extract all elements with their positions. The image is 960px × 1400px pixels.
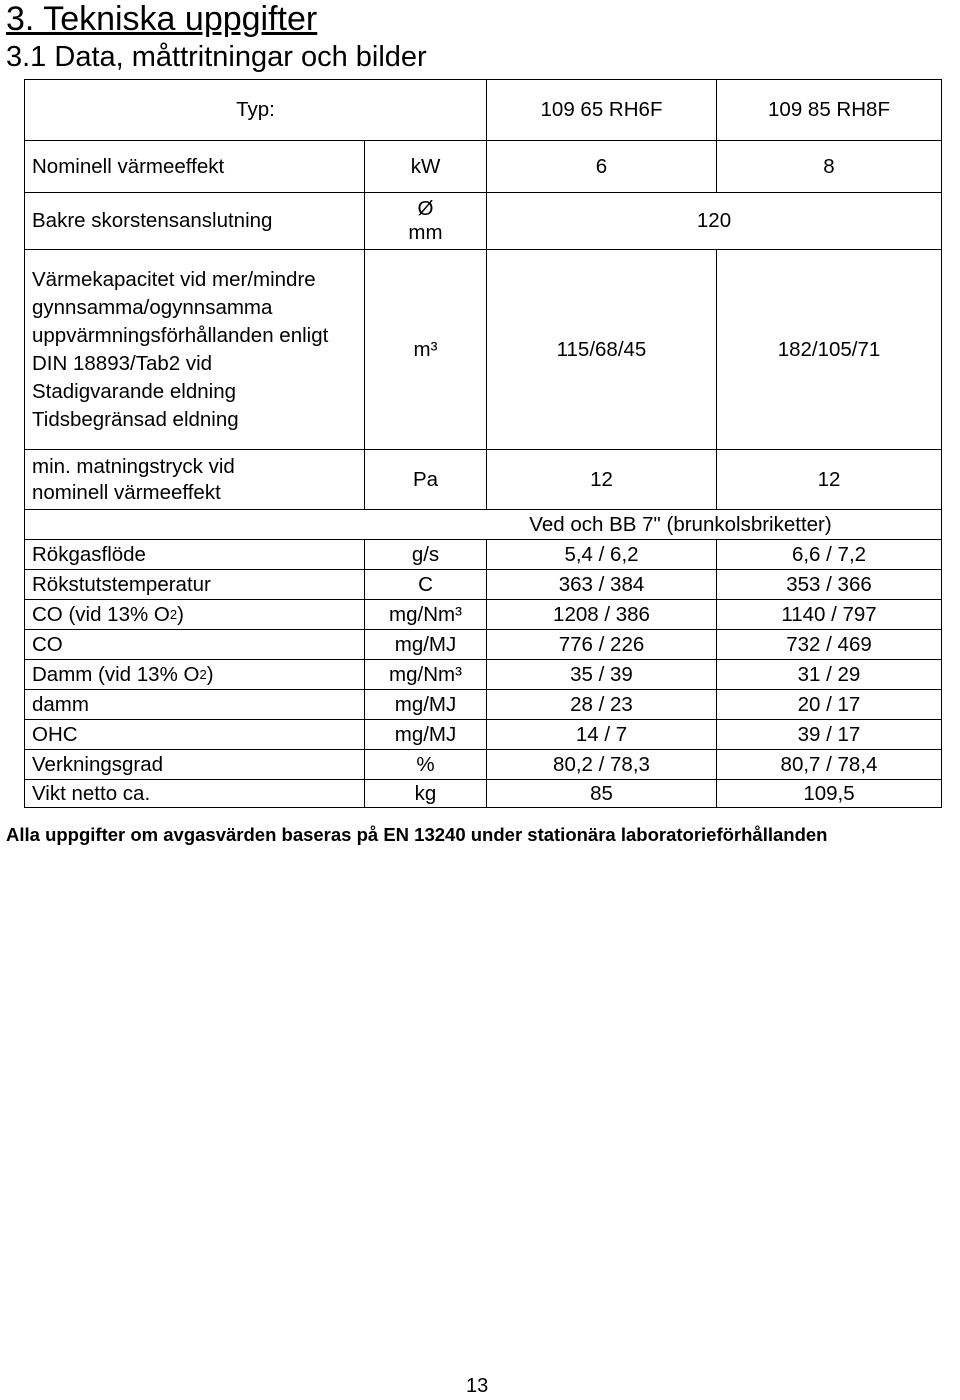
row-value-1: 5,4 / 6,2 bbox=[486, 540, 716, 570]
label-text: Damm (vid 13% O bbox=[32, 662, 200, 686]
row-label bbox=[24, 720, 364, 750]
typ-label: Typ: bbox=[24, 79, 486, 141]
row-value-1: 776 / 226 bbox=[486, 630, 716, 660]
row-label bbox=[24, 630, 364, 660]
row-value-1: 80,2 / 78,3 bbox=[486, 750, 716, 780]
row-unit bbox=[364, 193, 486, 250]
row-value-1: 35 / 39 bbox=[486, 660, 716, 690]
row-value-2: 182/105/71 bbox=[716, 250, 942, 450]
subsection-heading: 3.1 Data, måttritningar och bilder bbox=[6, 41, 427, 73]
page-number: 13 bbox=[466, 1375, 489, 1397]
model-2-header: 109 85 RH8F bbox=[716, 79, 942, 141]
row-unit: C bbox=[364, 570, 486, 600]
empty-cell bbox=[24, 510, 364, 540]
row-label bbox=[24, 750, 364, 780]
row-unit: m³ bbox=[364, 250, 486, 450]
row-unit: mg/MJ bbox=[364, 720, 486, 750]
row-value-2: 8 bbox=[716, 141, 942, 193]
row-label: Bakre skorstensanslutning bbox=[24, 193, 364, 250]
row-unit: mg/Nm³ bbox=[364, 660, 486, 690]
row-label bbox=[24, 570, 364, 600]
row-label: min. matningstryck vid nominell värmeeffekt bbox=[24, 450, 364, 510]
row-label bbox=[24, 690, 364, 720]
label-text: damm bbox=[32, 692, 89, 716]
unit-mm: mm bbox=[408, 221, 443, 244]
row-value-merged: 120 bbox=[486, 193, 942, 250]
row-label: Värmekapacitet vid mer/mindre gynnsamma/ogynnsamma uppvärmningsförhållanden enligt DIN 18893/Tab2 vid Stadigvarande eldning Tidsbegränsad eldning bbox=[24, 250, 364, 450]
row-value-1: 115/68/45 bbox=[486, 250, 716, 450]
row-value-2: 353 / 366 bbox=[716, 570, 942, 600]
row-label bbox=[24, 540, 364, 570]
label-text: Verkningsgrad bbox=[32, 752, 164, 776]
label-text: CO (vid 13% O bbox=[32, 602, 170, 626]
row-label bbox=[24, 780, 364, 808]
row-value-2: 109,5 bbox=[716, 780, 942, 808]
row-unit: kg bbox=[364, 780, 486, 808]
row-unit: Pa bbox=[364, 450, 486, 510]
section-heading: 3. Tekniska uppgifter bbox=[6, 0, 318, 38]
diameter-symbol: Ø bbox=[417, 197, 434, 220]
row-unit: g/s bbox=[364, 540, 486, 570]
row-unit: mg/MJ bbox=[364, 690, 486, 720]
row-unit: % bbox=[364, 750, 486, 780]
label-text-end: ) bbox=[206, 662, 214, 686]
row-value-1: 85 bbox=[486, 780, 716, 808]
row-value-1: 28 / 23 bbox=[486, 690, 716, 720]
row-value-2: 732 / 469 bbox=[716, 630, 942, 660]
row-value-2: 1140 / 797 bbox=[716, 600, 942, 630]
row-value-2: 31 / 29 bbox=[716, 660, 942, 690]
row-unit: mg/Nm³ bbox=[364, 600, 486, 630]
row-value-2: 39 / 17 bbox=[716, 720, 942, 750]
label-text-end: ) bbox=[177, 602, 184, 626]
footnote: Alla uppgifter om avgasvärden baseras på EN 13240 under stationära laboratorieförhållanden bbox=[6, 824, 828, 845]
row-value-1: 1208 / 386 bbox=[486, 600, 716, 630]
label-text: CO bbox=[32, 632, 63, 656]
row-unit: mg/MJ bbox=[364, 630, 486, 660]
model-1-header: 109 65 RH6F bbox=[486, 79, 716, 141]
row-value-2: 80,7 / 78,4 bbox=[716, 750, 942, 780]
row-label: Damm (vid 13% O 2 ) bbox=[24, 660, 364, 690]
row-value-2: 6,6 / 7,2 bbox=[716, 540, 942, 570]
fuel-header: Ved och BB 7" (brunkolsbriketter) bbox=[364, 510, 942, 540]
label-text: Rökstutstemperatur bbox=[32, 572, 211, 596]
row-value-1: 12 bbox=[486, 450, 716, 510]
row-label: Nominell värmeeffekt bbox=[24, 141, 364, 193]
row-value-1: 363 / 384 bbox=[486, 570, 716, 600]
label-text: Vikt netto ca. bbox=[32, 781, 151, 805]
row-unit: kW bbox=[364, 141, 486, 193]
row-value-2: 12 bbox=[716, 450, 942, 510]
row-value-1: 14 / 7 bbox=[486, 720, 716, 750]
row-value-1: 6 bbox=[486, 141, 716, 193]
row-value-2: 20 / 17 bbox=[716, 690, 942, 720]
row-label: CO (vid 13% O 2 ) bbox=[24, 600, 364, 630]
label-text: Rökgasflöde bbox=[32, 542, 146, 566]
label-text: OHC bbox=[32, 722, 78, 746]
